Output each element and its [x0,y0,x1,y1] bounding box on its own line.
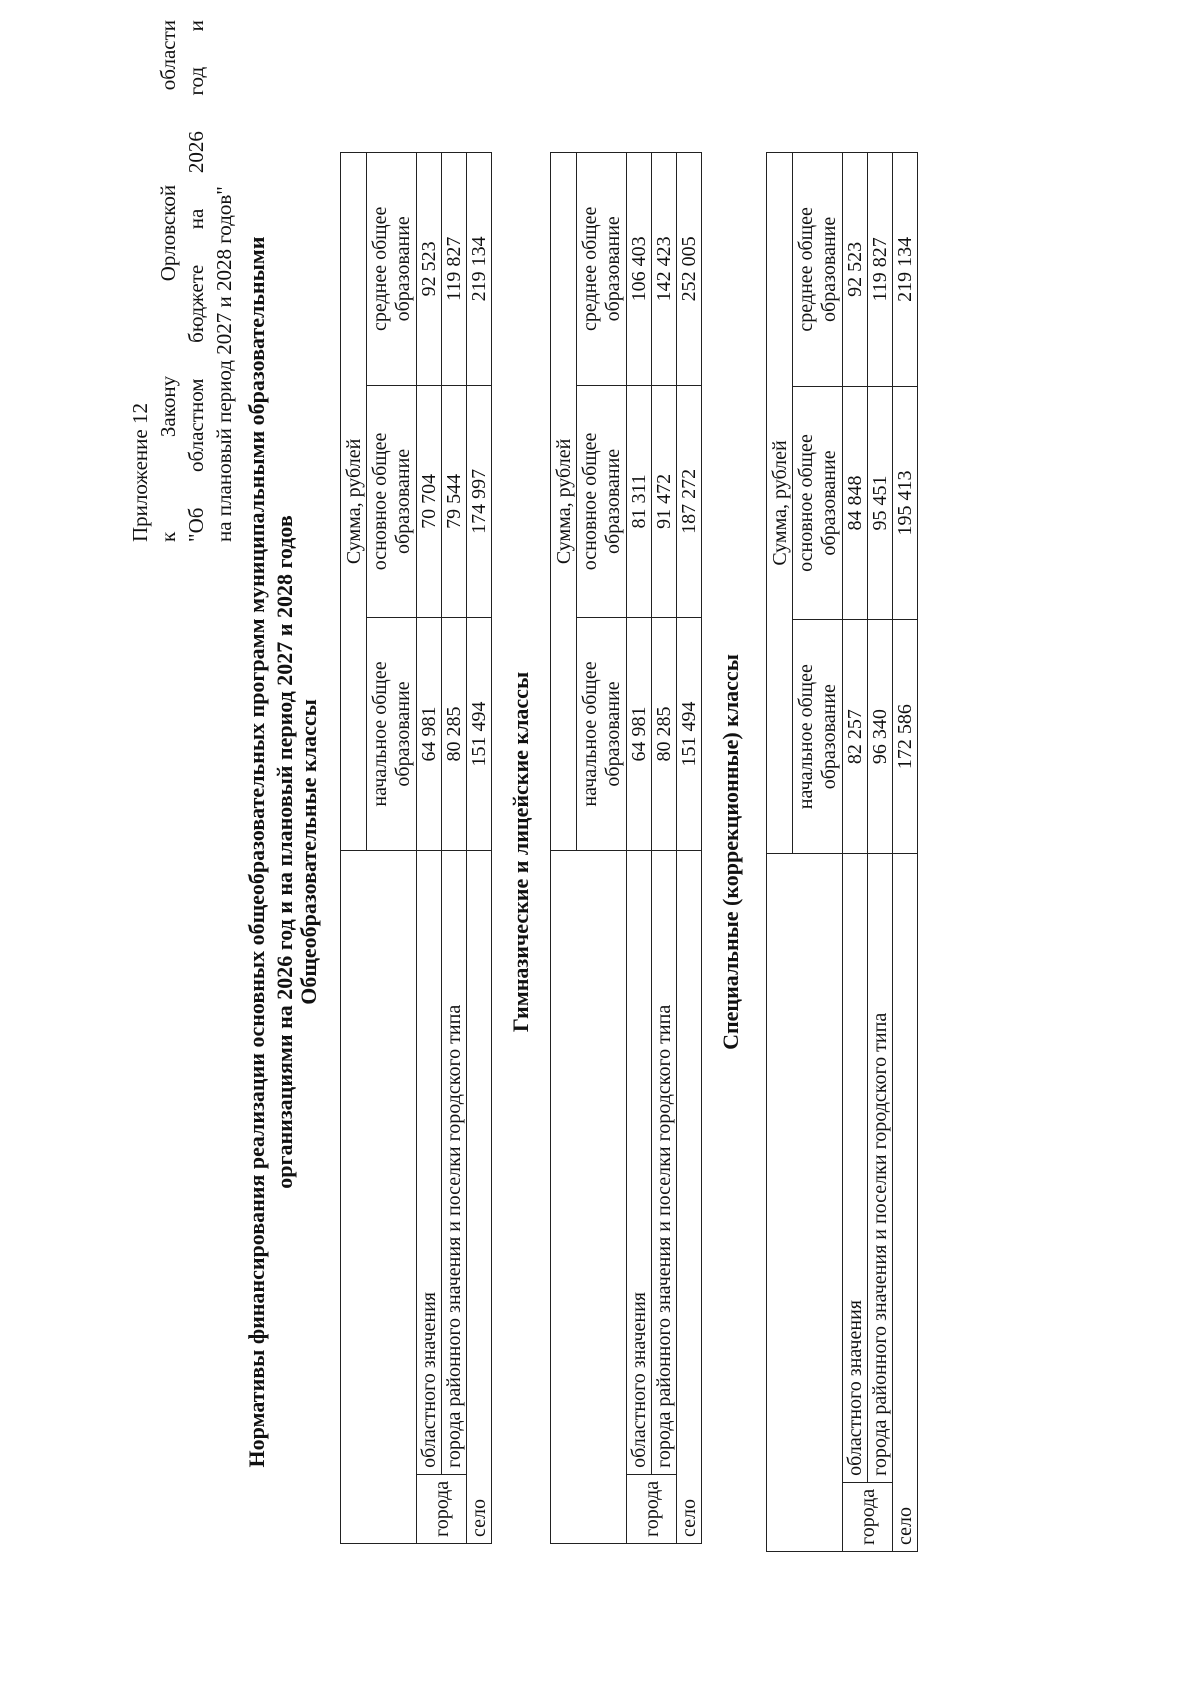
document-title [243,152,299,1552]
appendix-word: на [184,208,208,230]
value-cell: 219 134 [467,153,492,386]
appendix-word: и [184,20,208,32]
value-cell: 80 285 [442,618,467,851]
appendix-word: Орловской [156,184,180,282]
appendix-word: бюджете [184,264,208,343]
table-corner-cell [551,850,627,1543]
table-corner-cell [767,853,843,1551]
value-cell: 142 423 [652,153,677,386]
table-row [442,153,467,1544]
value-cell: 151 494 [677,618,702,851]
sum-header: Сумма, рублей [341,153,367,851]
value-cell: 64 981 [417,618,442,851]
value-cell: 119 827 [868,153,893,387]
value-cell: 82 257 [843,620,868,854]
col-header-primary: начальное общее образование [793,620,843,854]
col-header-basic: основное общее образование [793,386,843,620]
value-cell: 92 523 [843,153,868,387]
col-header-secondary: среднее общее образование [577,153,627,386]
value-cell: 70 704 [417,385,442,618]
table-row [893,153,918,1552]
row-label-district: города районного значения и поселки городского типа [868,853,893,1482]
appendix-word: "Об [184,507,208,542]
col-header-basic: основное общее образование [577,385,627,618]
section-title-general: Общеобразовательные классы [296,699,321,1005]
value-cell: 119 827 [442,153,467,386]
appendix-word: области [156,20,180,91]
section-title-gymnasium: Гимназические и лицейские классы [508,671,533,1033]
row-label-district: города районного значения и поселки городского типа [442,850,467,1474]
value-cell: 187 272 [677,385,702,618]
value-cell: 84 848 [843,386,868,620]
table-row [467,153,492,1544]
row-label-village: село [467,850,492,1543]
sum-header: Сумма, рублей [767,153,793,854]
value-cell: 195 413 [893,386,918,620]
value-cell: 106 403 [627,153,652,386]
table-row [417,153,442,1544]
appendix-line-3 [182,20,210,542]
row-group-label: города [417,1474,467,1543]
norm-table-general [340,152,492,1544]
col-header-secondary: среднее общее образование [367,153,417,386]
title-line-1: Нормативы финансирования реализации основных общеобразовательных программ муниципальными образовательными [244,236,269,1468]
appendix-line-4: на плановый период 2027 и 2028 годов" [212,186,236,542]
table-row [843,153,868,1552]
value-cell: 92 523 [417,153,442,386]
norm-table-special [766,152,918,1552]
appendix-word: к [156,531,180,542]
table-corner-cell [341,850,417,1543]
appendix-word: Закону [156,375,180,438]
value-cell: 96 340 [868,620,893,854]
table-row [868,153,893,1552]
appendix-line-1: Приложение 12 [128,403,152,542]
col-header-secondary: среднее общее образование [793,153,843,387]
row-label-village: село [677,850,702,1543]
value-cell: 91 472 [652,385,677,618]
value-cell: 95 451 [868,386,893,620]
row-label-district: города районного значения и поселки городского типа [652,850,677,1474]
col-header-basic: основное общее образование [367,385,417,618]
appendix-word: 2026 [184,131,208,174]
row-label-regional: областного значения [627,850,652,1474]
row-group-label: города [843,1482,893,1551]
row-group-label: города [627,1474,677,1543]
table-row [652,153,677,1544]
value-cell: 174 997 [467,385,492,618]
section-title-special: Специальные (коррекционные) классы [718,654,743,1050]
col-header-primary: начальное общее образование [367,618,417,851]
row-label-village: село [893,853,918,1551]
value-cell: 79 544 [442,385,467,618]
appendix-block [126,20,238,542]
appendix-word: год [184,66,208,96]
value-cell: 252 005 [677,153,702,386]
value-cell: 64 981 [627,618,652,851]
value-cell: 81 311 [627,385,652,618]
value-cell: 219 134 [893,153,918,387]
row-label-regional: областного значения [843,853,868,1482]
col-header-primary: начальное общее образование [577,618,627,851]
appendix-word: областном [184,378,208,472]
title-line-2: организациями на 2026 год и на плановый период 2027 и 2028 годов [272,515,297,1189]
value-cell: 151 494 [467,618,492,851]
table-row [677,153,702,1544]
value-cell: 172 586 [893,620,918,854]
appendix-line-2 [154,20,182,542]
sum-header: Сумма, рублей [551,153,577,851]
value-cell: 80 285 [652,618,677,851]
row-label-regional: областного значения [417,850,442,1474]
table-row [627,153,652,1544]
norm-table-gymnasium [550,152,702,1544]
